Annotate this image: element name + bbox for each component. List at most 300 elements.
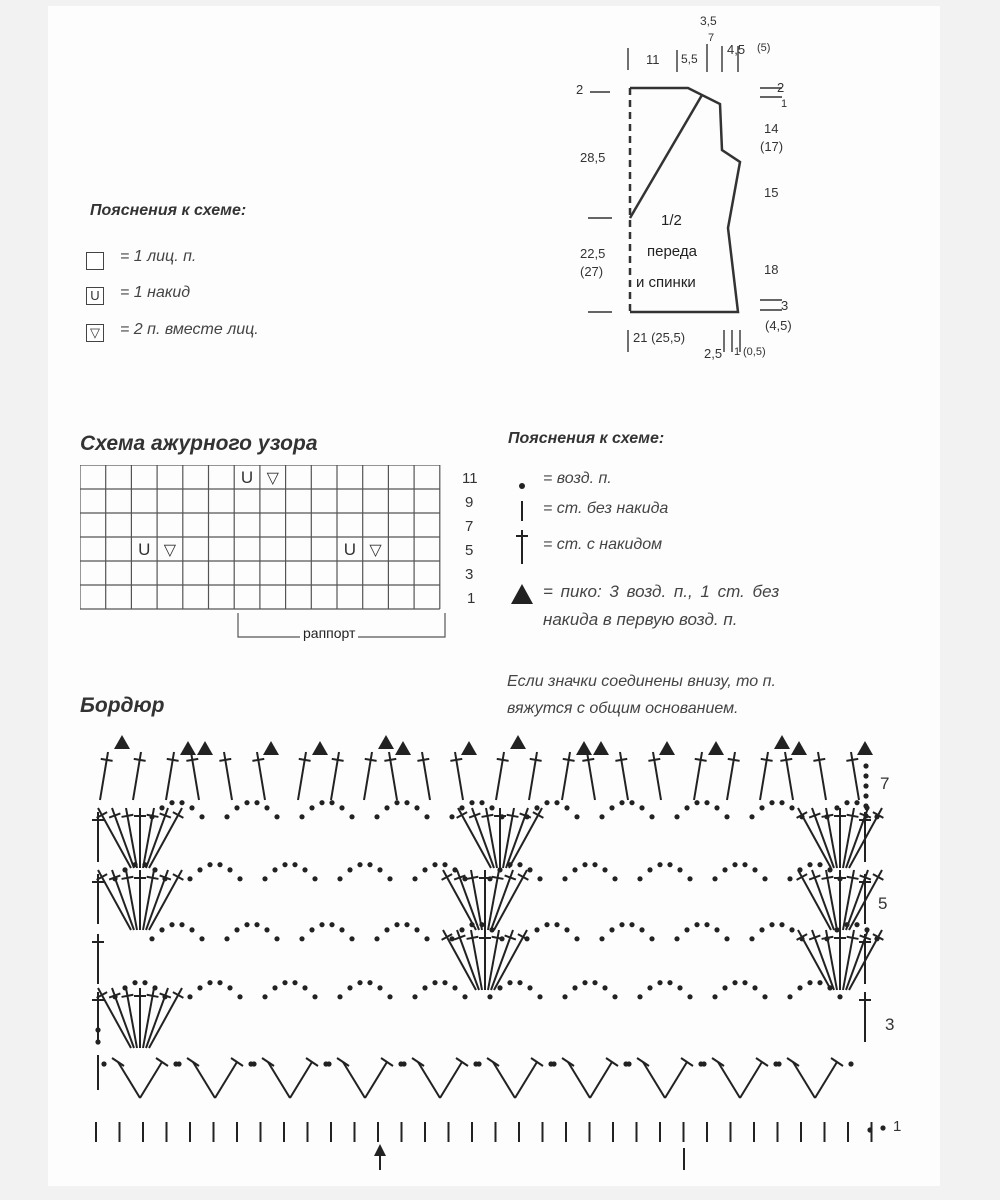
double-crochet-bar [186,759,198,761]
v-cross [787,1058,799,1066]
picot [593,741,609,755]
border-row-1: 1 [893,1118,902,1135]
chain-stitch [863,813,868,818]
chain-stitch [817,980,822,985]
chain-stitch [534,805,539,810]
dim-left-lower-alt: (27) [580,264,604,279]
v-cross [381,1058,393,1066]
chain-stitch [179,922,184,927]
v-stitch [815,1062,837,1098]
chain-stitch [309,927,314,932]
yarn-over-mark: U [240,468,254,487]
picot [197,741,213,755]
v-cross [712,1058,724,1066]
chain-stitch [187,994,192,999]
chain-stitch [574,814,579,819]
chain-stitch [367,862,372,867]
chain-stitch [449,814,454,819]
chain-stitch [274,814,279,819]
chain-stitch [189,805,194,810]
dim-right-1: 2 [777,80,785,95]
chain-stitch [599,814,604,819]
double-crochet-bar [417,759,429,761]
double-crochet-bar [822,937,834,939]
chain-stitch [329,922,334,927]
chain-stitch [377,985,382,990]
garment-label-1: 1/2 [661,212,682,229]
picot [312,741,328,755]
chain-stitch [234,805,239,810]
v-stitch [118,1062,140,1098]
chain-stitch [609,927,614,932]
v-stitch [665,1062,687,1098]
chain-stitch [404,800,409,805]
double-crochet-bar [847,937,859,939]
v-stitch [568,1062,590,1098]
chain-stitch [742,862,747,867]
chain-stitch [609,805,614,810]
double-crochet-bar [450,759,462,761]
chain-stitch [244,800,249,805]
chain-stitch [309,805,314,810]
chain-stitch [432,862,437,867]
chain-stitch [326,1061,331,1066]
chain-stitch [394,800,399,805]
double-crochet-bar [648,759,660,761]
double-crochet-bar [846,759,858,761]
chain-stitch [564,927,569,932]
chain-stitch [769,922,774,927]
chain-stitch [637,994,642,999]
v-cross [756,1058,768,1066]
chain-stitch [424,936,429,941]
chain-stitch [863,793,868,798]
chain-stitch [677,985,682,990]
chain-stitch [544,922,549,927]
chain-stitch [712,876,717,881]
knit-legend-title: Пояснения к схеме: [90,202,247,219]
chain-stitch [554,800,559,805]
chain-stitch [722,985,727,990]
chain-stitch [639,927,644,932]
picot [774,735,790,749]
chain-stitch [227,985,232,990]
chain-stitch [299,814,304,819]
crochet-legend-item-2: = ст. без накида [543,500,669,517]
chain-stitch [254,922,259,927]
chain-stitch [863,803,868,808]
chain-stitch [582,862,587,867]
double-crochet-bar [384,759,396,761]
chain-stitch [189,927,194,932]
garment-label-3: и спинки [636,274,696,291]
chain-stitch [497,985,502,990]
v-cross [412,1058,424,1066]
double-crochet-bar [482,815,494,817]
chain-stitch [712,994,717,999]
v-stitch [365,1062,387,1098]
chain-stitch [749,814,754,819]
chain-stitch [837,994,842,999]
chain-stitch [694,800,699,805]
chain-stitch [319,800,324,805]
chain-stitch [274,936,279,941]
chain-stitch [687,876,692,881]
chain-stitch [776,1061,781,1066]
chain-stitch [159,927,164,932]
dim-left-top: 2 [576,82,584,97]
chain-stitch [649,814,654,819]
chain-stitch [367,980,372,985]
v-stitch [343,1062,365,1098]
chain-stitch [562,876,567,881]
chain-stitch [612,876,617,881]
lace-row-7: 7 [465,518,474,535]
knit-legend-item-1: = 1 лиц. п. [120,248,197,265]
chain-stitch [527,985,532,990]
lace-row-9: 9 [465,494,474,511]
chain-stitch [562,994,567,999]
double-crochet-bar [582,759,594,761]
border-row-5: 5 [878,894,888,913]
v-cross [456,1058,468,1066]
border-row-3: 3 [885,1015,895,1034]
chain-stitch [319,922,324,927]
picot-symbol [511,584,533,604]
chain-stitch [374,814,379,819]
dim-right-3: 14 [764,121,779,136]
v-stitch [643,1062,665,1098]
v-cross [112,1058,124,1066]
chain-stitch [347,985,352,990]
yarn-over-symbol: U [86,287,104,305]
chain-stitch [227,867,232,872]
chain-stitch [312,994,317,999]
double-crochet-bar [147,995,159,997]
chain-stitch [704,800,709,805]
chain-stitch [844,800,849,805]
chain-stitch [349,814,354,819]
chain-stitch [649,936,654,941]
chain-stitch [684,927,689,932]
chain-stitch [272,867,277,872]
chain-stitch [602,867,607,872]
k2tog-symbol: ▽ [86,324,104,342]
chain-stitch [414,805,419,810]
chain-stitch [647,867,652,872]
double-crochet-bar [147,815,159,817]
double-crochet-bar [122,815,134,817]
chain-stitch [742,980,747,985]
crochet-note-line-1: Если значки соединены внизу, то п. [507,673,776,690]
chain-stitch [517,980,522,985]
border-chart-title: Бордюр [80,694,165,717]
chain-stitch [217,862,222,867]
chain-stitch [527,867,532,872]
v-stitch [793,1062,815,1098]
chain-stitch [807,862,812,867]
chain-stitch [779,800,784,805]
chain-stitch [789,805,794,810]
chain-stitch [237,876,242,881]
chain-stitch [564,805,569,810]
dim-right-4: (17) [760,139,784,154]
k2tog-mark: ▽ [163,542,177,559]
chain-stitch [337,994,342,999]
chain-stitch [534,927,539,932]
chain-stitch [377,867,382,872]
v-stitch [740,1062,762,1098]
picot [180,741,196,755]
chain-stitch [159,805,164,810]
chain-stitch [684,805,689,810]
chain-stitch [169,800,174,805]
chain-stitch [264,805,269,810]
chain-stitch [732,980,737,985]
chain-stitch [667,862,672,867]
chain-stitch [787,994,792,999]
chain-stitch [262,876,267,881]
v-stitch [140,1062,162,1098]
double-crochet-bar [822,877,834,879]
chain-stitch [694,922,699,927]
double-crochet-bar [147,877,159,879]
chain-stitch [592,862,597,867]
v-cross [637,1058,649,1066]
double-crochet-bar [365,759,377,761]
chain-stitch [854,922,859,927]
chain-stitch [187,876,192,881]
double-crochet-bar [813,759,825,761]
chain-stitch [612,994,617,999]
chain-stitch [302,985,307,990]
double-crochet-bar [780,759,792,761]
double-crochet-bar [122,877,134,879]
v-cross [831,1058,843,1066]
neckline-line [630,95,702,218]
double-crochet-bar [530,759,542,761]
chain-stitch [262,994,267,999]
dim-left-upper: 28,5 [580,150,606,165]
chain-stitch [387,994,392,999]
chain-stitch [357,862,362,867]
chain-stitch [797,985,802,990]
chain-stitch [424,814,429,819]
v-stitch [718,1062,740,1098]
chain-stitch [863,763,868,768]
v-cross [187,1058,199,1066]
repeat-label: раппорт [300,625,358,641]
chain-stitch [762,994,767,999]
chain-stitch [677,867,682,872]
lace-row-1: 1 [467,590,476,607]
chain-stitch [479,800,484,805]
double-crochet-bar [101,759,113,761]
chain-stitch [237,994,242,999]
v-stitch [268,1062,290,1098]
chain-stitch [626,1061,631,1066]
chain-stitch [312,876,317,881]
chain-stitch [732,862,737,867]
double-crochet-bar [695,759,707,761]
picot [659,741,675,755]
k2tog-mark: ▽ [369,542,382,559]
double-crochet-bar [252,759,264,761]
chain-stitch [292,862,297,867]
chain-stitch [272,985,277,990]
lace-row-5: 5 [465,542,474,559]
chain-stitch [459,805,464,810]
v-stitch [493,1062,515,1098]
chain-stitch [384,805,389,810]
chain-stitch [422,985,427,990]
k2tog-mark: ▽ [266,470,279,487]
v-cross [562,1058,574,1066]
yarn-over-mark: U [343,540,356,559]
double-crochet-bar [822,815,834,817]
knit-stitch-symbol [86,252,104,270]
double-crochet-bar [847,877,859,879]
chain-stitch [347,867,352,872]
picot [576,741,592,755]
dim-top-a: 11 [646,52,660,67]
double-crochet-bar [134,759,146,761]
crochet-legend-item-1: = возд. п. [543,470,612,487]
chain-stitch [687,994,692,999]
chain-stitch [724,814,729,819]
dim-left-lower: 22,5 [580,246,606,261]
chain-stitch [759,927,764,932]
knit-legend-item-2: = 1 накид [120,284,191,301]
chain-stitch [374,936,379,941]
chain-stitch [572,867,577,872]
knit-legend-item-3: = 2 п. вместе лиц. [120,321,259,338]
dim-right-8: (4,5) [765,318,792,333]
chain-stitch [224,936,229,941]
chain-stitch [197,867,202,872]
chain-stitch [880,1125,885,1130]
chain-stitch [432,980,437,985]
chain-stitch [462,994,467,999]
chain-stitch [401,1061,406,1066]
picot [263,741,279,755]
chain-stitch [749,936,754,941]
chain-stitch [292,980,297,985]
chain-stitch [207,862,212,867]
chain-stitch [101,1061,106,1066]
dim-top-c: 3,5 [700,14,717,28]
chain-stitch [179,800,184,805]
chain-stitch [264,927,269,932]
picot [857,741,873,755]
v-cross [606,1058,618,1066]
double-crochet-bar [299,759,311,761]
chain-stitch [574,936,579,941]
chain-stitch [394,922,399,927]
crochet-legend-item-5: накида в первую возд. п. [543,610,738,629]
crochet-note-line-2: вяжутся с общим основанием. [507,700,739,717]
chain-stitch [599,936,604,941]
lace-row-11: 11 [462,470,478,487]
chain-stitch [714,927,719,932]
chain-stitch [674,936,679,941]
dim-right-5: 15 [764,185,779,200]
chain-stitch [244,922,249,927]
chain-stitch [637,876,642,881]
chain-stitch [459,927,464,932]
chain-symbol [519,483,525,489]
chain-stitch [349,936,354,941]
dim-bottom-width: 21 (25,5) [633,330,686,345]
chain-stitch [517,862,522,867]
picot [791,741,807,755]
chain-stitch [199,814,204,819]
picot [708,741,724,755]
v-stitch [590,1062,612,1098]
chain-stitch [149,936,154,941]
dim-bottom-1: 2,5 [704,346,723,361]
repeat-arrow-head [374,1144,386,1156]
crochet-legend-symbols [510,468,540,628]
picot [114,735,130,749]
chain-stitch [207,980,212,985]
double-crochet-bar [467,877,479,879]
chain-stitch [807,980,812,985]
chain-stitch [234,927,239,932]
garment-label-2: переда [647,243,697,260]
chain-stitch [759,805,764,810]
chain-stitch [619,922,624,927]
chain-stitch [657,862,662,867]
chain-stitch [863,773,868,778]
v-cross [337,1058,349,1066]
picot [395,741,411,755]
dim-top-e: (5) [757,42,771,54]
chain-stitch [282,862,287,867]
double-crochet-bar [219,759,231,761]
chain-stitch [442,980,447,985]
dim-right-7: 3 [781,298,789,313]
chain-stitch [412,876,417,881]
double-crochet-bar [507,815,519,817]
chain-stitch [704,922,709,927]
chain-stitch [169,922,174,927]
chain-stitch [629,800,634,805]
chain-stitch [442,862,447,867]
chain-stitch [701,1061,706,1066]
chain-stitch [724,936,729,941]
chain-stitch [449,936,454,941]
chain-stitch [339,805,344,810]
double-crochet-bar [847,815,859,817]
chain-stitch [337,876,342,881]
chain-stitch [199,936,204,941]
double-crochet-bar [563,759,575,761]
v-cross [262,1058,274,1066]
chain-stitch [779,922,784,927]
chain-stitch [572,985,577,990]
double-crochet-bar [167,759,179,761]
chain-stitch [667,980,672,985]
chain-stitch [487,994,492,999]
v-cross [156,1058,168,1066]
double-crochet-bar [492,877,504,879]
crochet-legend-item-3: = ст. с накидом [543,536,663,553]
chain-stitch [299,936,304,941]
chain-stitch [329,800,334,805]
chain-stitch [422,867,427,872]
chain-stitch [789,927,794,932]
